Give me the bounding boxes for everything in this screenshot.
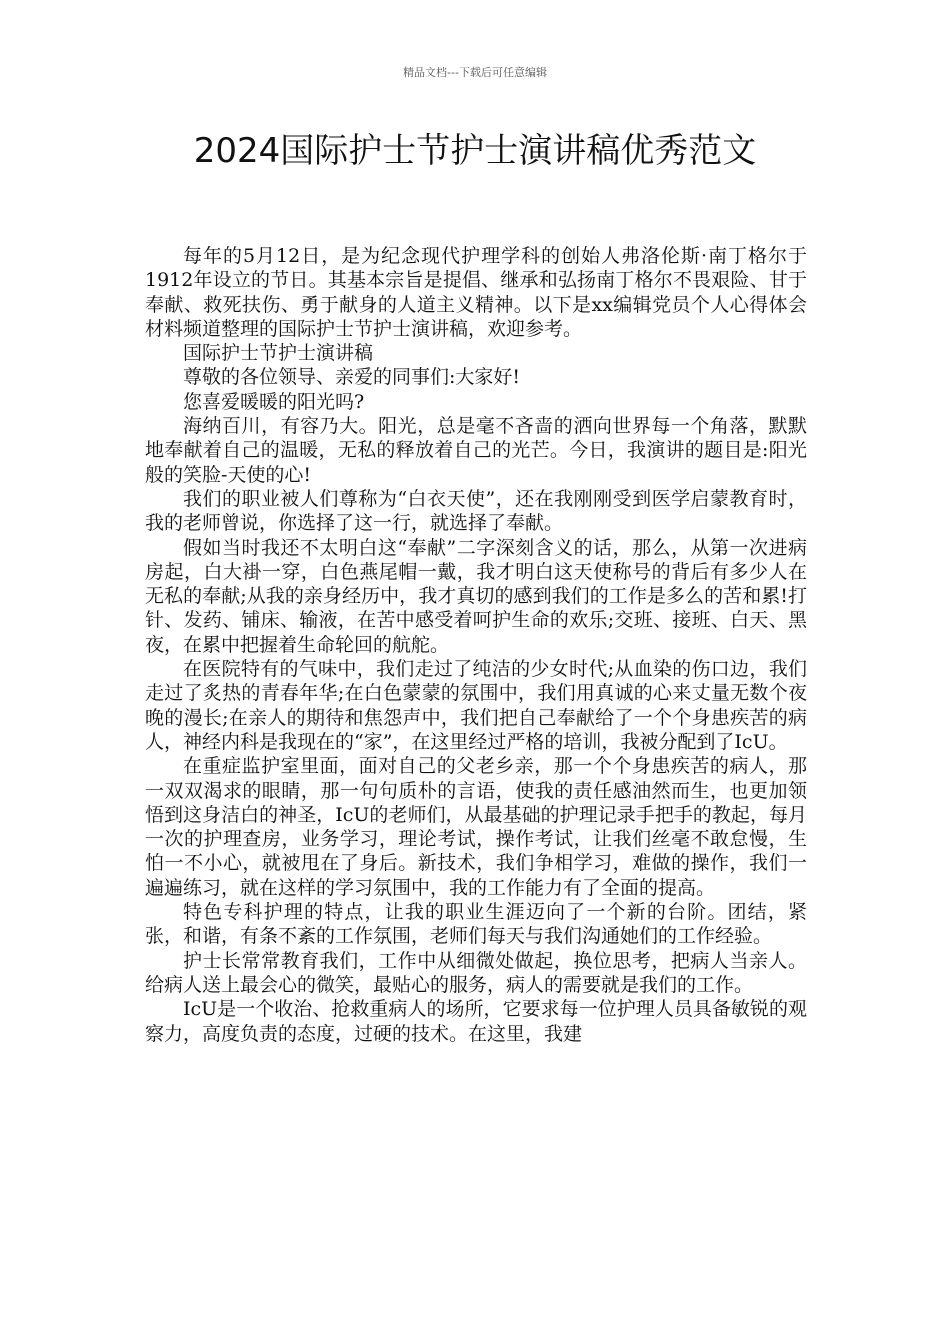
document-title: 2024国际护士节护士演讲稿优秀范文 <box>193 131 757 171</box>
paragraph: 尊敬的各位领导、亲爱的同事们:大家好! <box>183 366 521 389</box>
document-body <box>145 244 807 1046</box>
paragraph: 您喜爱暖暖的阳光吗? <box>183 390 365 413</box>
header-note: 精品文档---下载后可任意编辑 <box>403 66 547 79</box>
paragraph: IcU是一个收治、抢救重病人的场所，它要求每一位护理人员具备敏锐的观察力，高度负责的态度，过硬的技术。在这里，我建 <box>145 998 807 1045</box>
paragraph: 在医院特有的气味中，我们走过了纯洁的少女时代;从血染的伤口边，我们走过了炙热的青春年华;在白色蒙蒙的氛围中，我们用真诚的心来丈量无数个夜晚的漫长;在亲人的期待和焦怨声中，我们把自己奉献给了一个个身患疾苦的病人，神经内科是我现在的“家”，在这里经过严格的培训，我被分配到了IcU。 <box>145 658 807 753</box>
paragraph: 海纳百川，有容乃大。阳光，总是毫不吝啬的洒向世界每一个角落，默默地奉献着自己的温暖，无私的释放着自己的光芒。今日，我演讲的题目是:阳光般的笑脸-天使的心! <box>145 415 807 486</box>
paragraph: 在重症监护室里面，面对自己的父老乡亲，那一个个身患疾苦的病人，那一双双渴求的眼睛，那一句句质朴的言语，使我的责任感油然而生，也更加领悟到这身洁白的神圣，IcU的老师们，从最基础的护理记录手把手的教起，每月一次的护理查房，业务学习，理论考试，操作考试，让我们丝毫不敢怠慢，生怕一不小心，就被甩在了身后。新技术，我们争相学习，难做的操作，我们一遍遍练习，就在这样的学习氛围中，我的工作能力有了全面的提高。 <box>145 755 807 899</box>
paragraph: 每年的5月12日，是为纪念现代护理学科的创始人弗洛伦斯·南丁格尔于1912年设立的节日。其基本宗旨是提倡、继承和弘扬南丁格尔不畏艰险、甘于奉献、救死扶伤、勇于献身的人道主义精神。以下是xx编辑党员个人心得体会材料频道整理的国际护士节护士演讲稿，欢迎参考。 <box>145 245 807 340</box>
paragraph: 假如当时我还不太明白这“奉献”二字深刻含义的话，那么，从第一次进病房起，白大褂一穿，白色燕尾帽一戴，我才明白这天使称号的背后有多少人在无私的奉献;从我的亲身经历中，我才真切的感到我们的工作是多么的苦和累!打针、发药、铺床、输液，在苦中感受着呵护生命的欢乐;交班、接班、白天、黑夜，在累中把握着生命轮回的航舵。 <box>145 536 807 656</box>
paragraph: 特色专科护理的特点，让我的职业生涯迈向了一个新的台阶。团结，紧张，和谐，有条不紊的工作氛围，老师们每天与我们沟通她们的工作经验。 <box>145 901 807 948</box>
paragraph: 护士长常常教育我们，工作中从细微处做起，换位思考，把病人当亲人。给病人送上最会心的微笑，最贴心的服务，病人的需要就是我们的工作。 <box>145 949 807 996</box>
paragraph: 我们的职业被人们尊称为“白衣天使”，还在我刚刚受到医学启蒙教育时，我的老师曾说，你选择了这一行，就选择了奉献。 <box>145 487 807 535</box>
paragraph: 国际护士节护士演讲稿 <box>183 342 374 365</box>
